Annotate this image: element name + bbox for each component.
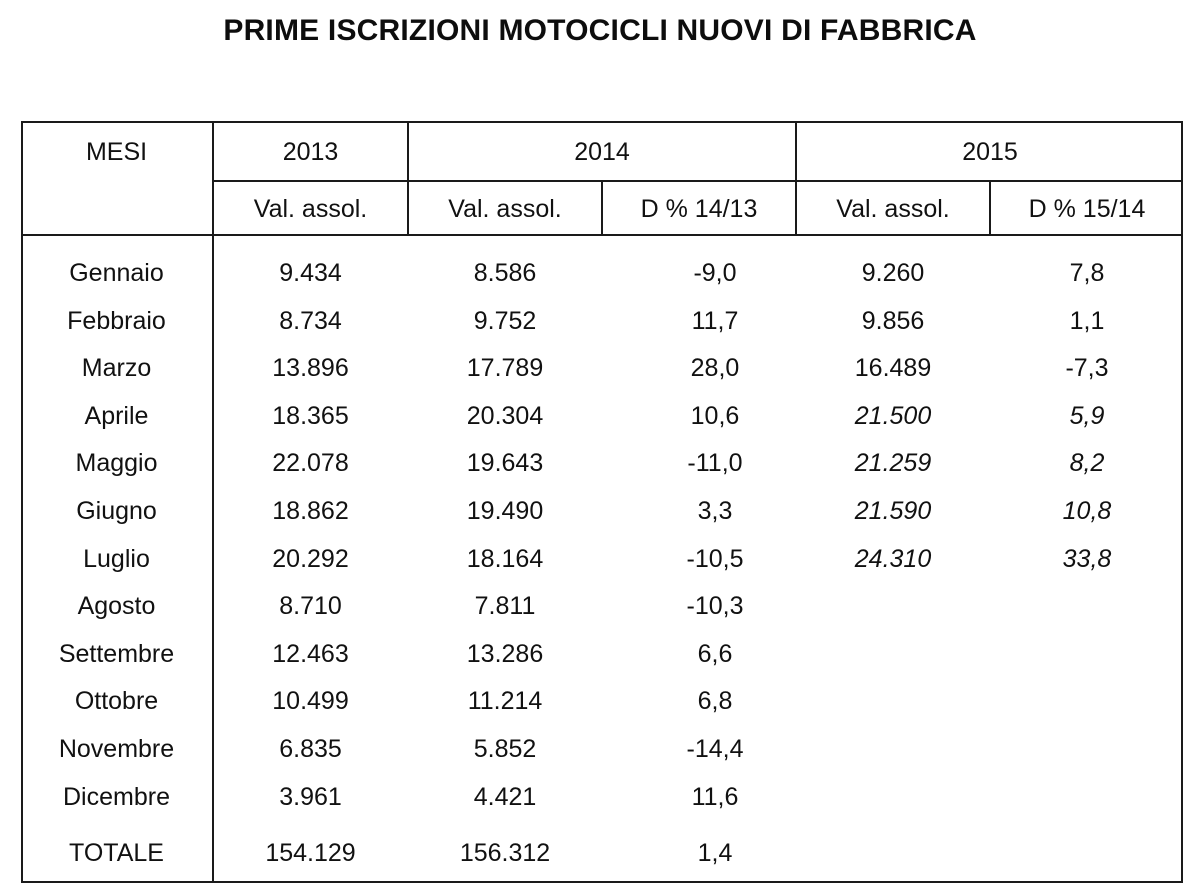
value-cell-d1413: 11,6	[691, 783, 739, 811]
month-label-cell: Maggio	[75, 449, 158, 477]
value-cell-d1514: -7,3	[1065, 354, 1109, 382]
header-year-2014: 2014	[574, 138, 630, 166]
value-cell-v2013: 20.292	[272, 545, 349, 573]
value-cell-v2013: 8.710	[279, 592, 342, 620]
month-label-cell: Agosto	[77, 592, 156, 620]
page-title: PRIME ISCRIZIONI MOTOCICLI NUOVI DI FABBRICA	[223, 14, 977, 47]
month-label-cell: Gennaio	[69, 259, 164, 287]
month-label-cell: Aprile	[84, 402, 149, 430]
value-cell-v2015: 16.489	[854, 354, 932, 382]
value-cell-d1413: 11,7	[691, 307, 739, 335]
value-cell-v2014: 18.164	[466, 545, 544, 573]
value-cell-d1413: -10,3	[686, 592, 744, 620]
header-year-2013: 2013	[282, 138, 339, 166]
value-cell-d1413: -9,0	[693, 259, 737, 287]
value-cell-v2013: 12.463	[272, 640, 349, 668]
value-cell-v2013: 13.896	[272, 354, 349, 382]
value-cell-d1413: 3,3	[697, 497, 733, 525]
header-delta-15-14: D % 15/14	[1028, 195, 1146, 223]
month-label-cell: Ottobre	[74, 687, 159, 715]
value-cell-v2013: 9.434	[279, 259, 342, 287]
value-cell-d1413: -11,0	[687, 449, 743, 477]
value-cell-v2014: 8.586	[473, 259, 537, 287]
value-cell-d1413: 6,8	[697, 687, 733, 715]
value-cell-d1514: 8,2	[1069, 449, 1105, 477]
value-cell-v2014: 19.490	[466, 497, 544, 525]
month-label-cell: Luglio	[83, 545, 150, 573]
header-bottom-rule	[21, 234, 1183, 236]
value-cell-v2013: 18.862	[272, 497, 349, 525]
value-cell-d1514: 5,9	[1069, 402, 1105, 430]
value-cell-v2014: 7.811	[474, 592, 536, 620]
month-label-cell: Settembre	[58, 640, 175, 668]
value-cell-v2014: 9.752	[473, 307, 537, 335]
value-cell-d1413: 10,6	[690, 402, 740, 430]
value-cell-v2014: 17.789	[466, 354, 544, 382]
value-cell-d1413: 28,0	[690, 354, 740, 382]
header-delta-14-13: D % 14/13	[640, 195, 758, 223]
total-2013: 154.129	[265, 839, 356, 867]
month-label-cell: Marzo	[81, 354, 152, 382]
value-cell-v2015: 21.259	[854, 449, 932, 477]
value-cell-v2014: 13.286	[466, 640, 544, 668]
month-label-cell: Novembre	[58, 735, 175, 763]
value-cell-v2014: 11.214	[467, 687, 543, 715]
value-cell-v2013: 10.499	[272, 687, 349, 715]
value-cell-v2014: 4.421	[473, 783, 537, 811]
value-cell-v2015: 9.260	[861, 259, 925, 287]
month-label-cell: Febbraio	[67, 307, 166, 335]
value-cell-v2013: 22.078	[272, 449, 349, 477]
header-divider	[212, 180, 1183, 182]
header-val-2014: Val. assol.	[448, 195, 562, 223]
total-label: TOTALE	[69, 839, 164, 867]
value-cell-v2013: 8.734	[279, 307, 342, 335]
total-2014: 156.312	[459, 839, 551, 867]
header-year-2015: 2015	[962, 138, 1018, 166]
header-mesi: MESI	[85, 138, 148, 166]
value-cell-v2013: 18.365	[272, 402, 349, 430]
value-cell-v2014: 19.643	[466, 449, 544, 477]
value-cell-v2013: 3.961	[279, 783, 342, 811]
value-cell-v2015: 21.500	[854, 402, 932, 430]
total-delta-14-13: 1,4	[697, 839, 733, 867]
header-val-2015: Val. assol.	[836, 195, 950, 223]
value-cell-d1514: 1,1	[1069, 307, 1105, 335]
value-cell-v2014: 20.304	[466, 402, 544, 430]
value-cell-v2015: 21.590	[854, 497, 932, 525]
value-cell-d1413: -14,4	[686, 735, 744, 763]
value-cell-d1413: 6,6	[697, 640, 733, 668]
header-val-2013: Val. assol.	[253, 195, 368, 223]
month-label-cell: Dicembre	[63, 783, 170, 811]
value-cell-v2015: 9.856	[861, 307, 925, 335]
value-cell-d1514: 10,8	[1062, 497, 1112, 525]
value-cell-d1514: 33,8	[1062, 545, 1112, 573]
value-cell-d1514: 7,8	[1069, 259, 1105, 287]
value-cell-v2014: 5.852	[473, 735, 537, 763]
value-cell-d1413: -10,5	[686, 545, 744, 573]
value-cell-v2015: 24.310	[854, 545, 932, 573]
month-label-cell: Giugno	[76, 497, 157, 525]
value-cell-v2013: 6.835	[279, 735, 342, 763]
